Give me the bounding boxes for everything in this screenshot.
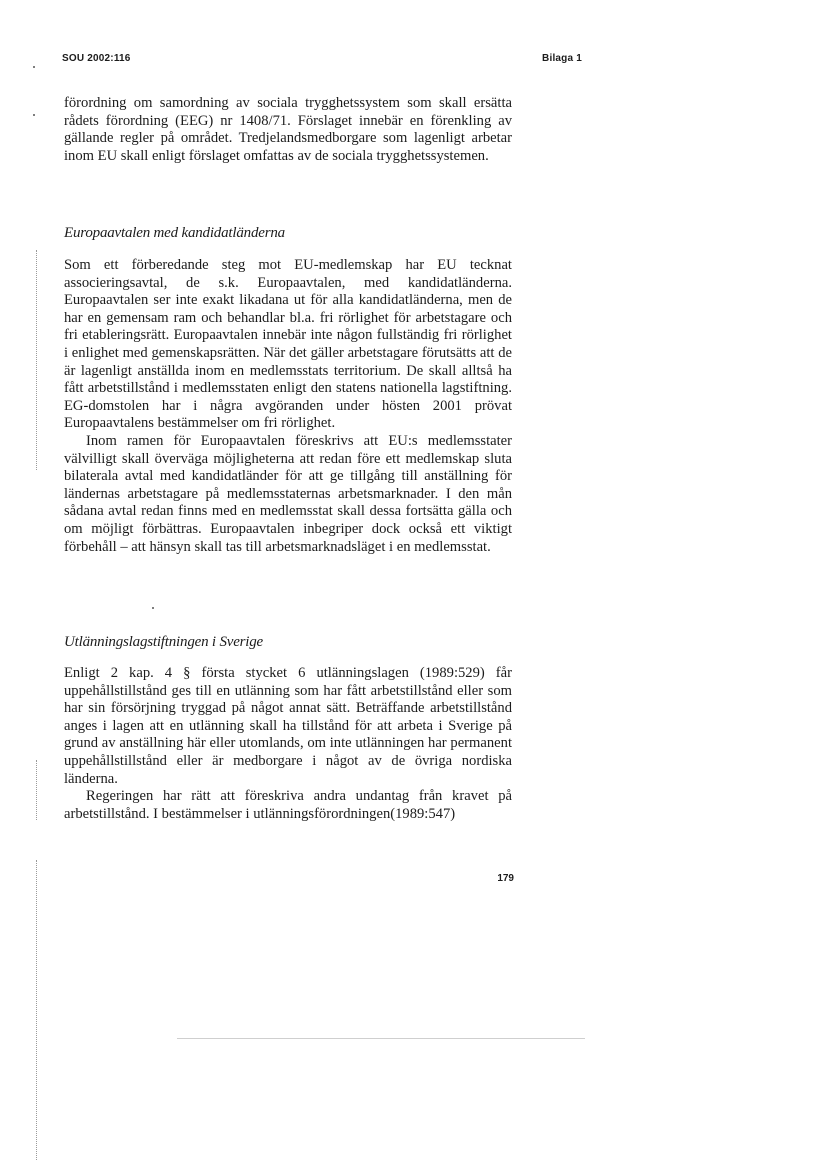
body-paragraph: förordning om samordning av sociala trygghetssystem som skall ersätta rådets förordning (EEG) nr 1408/71. Förslaget innebär en förenkling av gällande regler på området. Tredjelandsmedborgare som lagenligt arbetar inom EU skall enligt förslaget omfattas av de sociala trygghetssystemen. bbox=[64, 95, 512, 164]
scan-edge-mark bbox=[36, 860, 37, 1160]
paragraph-block-1 bbox=[64, 95, 512, 165]
scan-speck bbox=[33, 114, 35, 116]
section-heading-europe-agreements: Europaavtalen med kandidatländerna bbox=[64, 225, 285, 241]
body-paragraph: Regeringen har rätt att föreskriva andra undantag från kravet på arbetstillstånd. I bestämmelser i utlänningsförordningen(1989:547) bbox=[64, 788, 512, 822]
body-paragraph: Inom ramen för Europaavtalen föreskrivs att EU:s medlemsstater välvilligt skall överväga möjligheterna att redan före ett medlemskap sluta bilaterala avtal med kandidatländer för att ge tillgång till anställning för ländernas arbetstagare på medlemsstaternas arbetsmarknader. I den mån sådana avtal redan finns med en medlemsstat skall dessa fortsätta gälla och om möjligt förbättras. Europaavtalen inbegriper dock också ett viktigt förbehåll – att hänsyn skall tas till arbetsmarknadsläget i en medlemsstat. bbox=[64, 432, 512, 555]
body-paragraph: Som ett förberedande steg mot EU-medlemskap har EU tecknat associeringsavtal, de s.k. Europaavtalen, med kandidatländerna. Europaavtalen ser inte exakt likadana ut för alla kandidatländerna, men de har en gemensam ram och behandlar bl.a. fri rörlighet för arbetstagare och fri etableringsrätt. Europaavtalen innebär inte någon fullständig fri rörlighet i enlighet med gemenskapsrätten. När det gäller arbetstagare förutsätts att de är lagenligt anställda inom en medlemsstats territorium. De skall alltså ha fått arbetstillstånd i medlemsstaten enligt den statens nationella lagstiftning. EG-domstolen har i några avgöranden under hösten 2001 prövat Europaavtalens bestämmelser om fri rörlighet. bbox=[64, 257, 512, 432]
paragraph-block-3 bbox=[64, 665, 512, 823]
page-number: 179 bbox=[497, 873, 514, 884]
scan-speck bbox=[152, 607, 154, 609]
scan-edge-mark bbox=[36, 250, 37, 470]
footer-rule bbox=[177, 1038, 585, 1039]
scan-speck bbox=[33, 66, 35, 68]
section-heading-swedish-legislation: Utlänningslagstiftningen i Sverige bbox=[64, 634, 264, 650]
scan-edge-mark bbox=[36, 760, 37, 820]
running-head-appendix: Bilaga 1 bbox=[542, 53, 582, 64]
running-head-report-number: SOU 2002:116 bbox=[62, 53, 131, 64]
body-paragraph: Enligt 2 kap. 4 § första stycket 6 utlänningslagen (1989:529) får uppehållstillstånd ges till en utlänning som har fått arbetstillstånd eller som har sin försörjning tryggad på något annat sätt. Beträffande arbetstillstånd anges i lagen att en utlänning skall ha tillstånd för att arbeta i Sverige på grund av anställning här eller utomlands, om inte utlänningen har permanent uppehållstillstånd eller är medborgare i något av de övriga nordiska länderna. bbox=[64, 665, 512, 787]
paragraph-block-2 bbox=[64, 257, 512, 556]
